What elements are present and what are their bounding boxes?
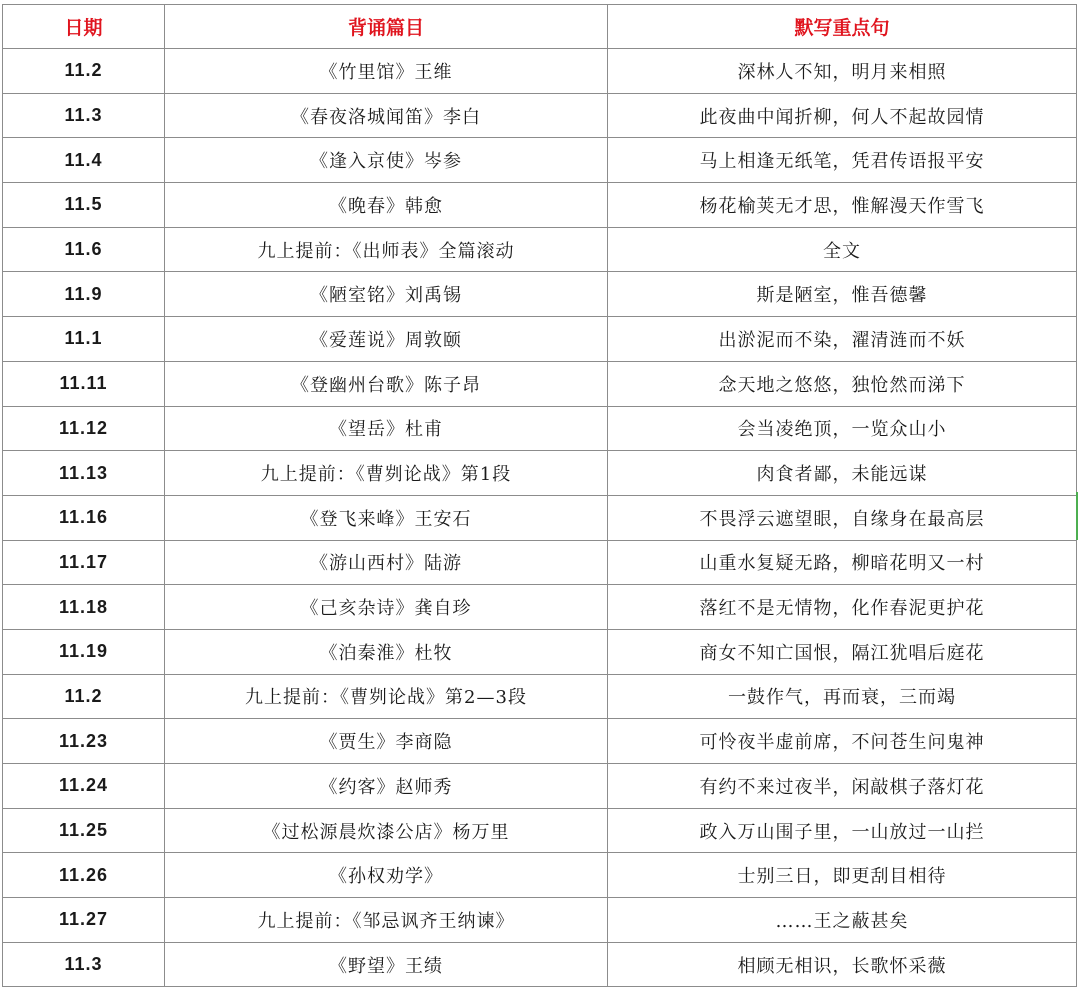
date-cell[interactable]: 11.16 (3, 495, 165, 540)
title-cell[interactable]: 《陋室铭》刘禹锡 (165, 272, 608, 317)
table-row (3, 138, 1077, 183)
line-cell[interactable]: 马上相逢无纸笔，凭君传语报平安 (608, 138, 1077, 183)
line-cell[interactable]: 全文 (608, 227, 1077, 272)
title-cell[interactable]: 《逢入京使》岑参 (165, 138, 608, 183)
table-row (3, 183, 1077, 228)
table-row (3, 317, 1077, 362)
table-row (3, 674, 1077, 719)
line-cell[interactable]: 出淤泥而不染，濯清涟而不妖 (608, 317, 1077, 362)
date-cell[interactable]: 11.18 (3, 585, 165, 630)
line-cell[interactable]: 可怜夜半虚前席，不问苍生问鬼神 (608, 719, 1077, 764)
table-row (3, 49, 1077, 94)
header-line[interactable]: 默写重点句 (608, 5, 1077, 49)
header-row (3, 5, 1077, 49)
line-cell[interactable]: 一鼓作气，再而衰，三而竭 (608, 674, 1077, 719)
selection-edge-marker (1076, 492, 1078, 540)
title-cell[interactable]: 《望岳》杜甫 (165, 406, 608, 451)
date-cell[interactable]: 11.1 (3, 317, 165, 362)
line-cell[interactable]: 落红不是无情物，化作春泥更护花 (608, 585, 1077, 630)
date-cell[interactable]: 11.3 (3, 942, 165, 987)
date-cell[interactable]: 11.19 (3, 629, 165, 674)
date-cell[interactable]: 11.26 (3, 853, 165, 898)
title-cell[interactable]: 九上提前：《出师表》全篇滚动 (165, 227, 608, 272)
line-cell[interactable]: 相顾无相识，长歌怀采薇 (608, 942, 1077, 987)
date-cell[interactable]: 11.24 (3, 764, 165, 809)
table-row (3, 227, 1077, 272)
table-row (3, 540, 1077, 585)
line-cell[interactable]: 有约不来过夜半，闲敲棋子落灯花 (608, 764, 1077, 809)
table-body (3, 49, 1077, 987)
table-row (3, 495, 1077, 540)
line-cell[interactable]: 山重水复疑无路，柳暗花明又一村 (608, 540, 1077, 585)
date-cell[interactable]: 11.12 (3, 406, 165, 451)
line-cell[interactable]: 政入万山围子里，一山放过一山拦 (608, 808, 1077, 853)
date-cell[interactable]: 11.2 (3, 674, 165, 719)
date-cell[interactable]: 11.4 (3, 138, 165, 183)
title-cell[interactable]: 《约客》赵师秀 (165, 764, 608, 809)
line-cell[interactable]: 商女不知亡国恨，隔江犹唱后庭花 (608, 629, 1077, 674)
title-cell[interactable]: 《登幽州台歌》陈子昂 (165, 361, 608, 406)
line-cell[interactable]: 士别三日，即更刮目相待 (608, 853, 1077, 898)
date-cell[interactable]: 11.13 (3, 451, 165, 496)
title-cell[interactable]: 《登飞来峰》王安石 (165, 495, 608, 540)
date-cell[interactable]: 11.5 (3, 183, 165, 228)
header-title[interactable]: 背诵篇目 (165, 5, 608, 49)
title-cell[interactable]: 《孙权劝学》 (165, 853, 608, 898)
title-cell[interactable]: 《游山西村》陆游 (165, 540, 608, 585)
line-cell[interactable]: 不畏浮云遮望眼，自缘身在最高层 (608, 495, 1077, 540)
date-cell[interactable]: 11.2 (3, 49, 165, 94)
table-row (3, 451, 1077, 496)
table-row (3, 272, 1077, 317)
date-cell[interactable]: 11.6 (3, 227, 165, 272)
table-row (3, 585, 1077, 630)
title-cell[interactable]: 九上提前：《曹刿论战》第1段 (165, 451, 608, 496)
date-cell[interactable]: 11.17 (3, 540, 165, 585)
recitation-schedule-table (2, 4, 1077, 987)
date-cell[interactable]: 11.9 (3, 272, 165, 317)
title-cell[interactable]: 《贾生》李商隐 (165, 719, 608, 764)
table-row (3, 898, 1077, 943)
title-cell[interactable]: 《野望》王绩 (165, 942, 608, 987)
line-cell[interactable]: 此夜曲中闻折柳，何人不起故园情 (608, 93, 1077, 138)
date-cell[interactable]: 11.25 (3, 808, 165, 853)
title-cell[interactable]: 《春夜洛城闻笛》李白 (165, 93, 608, 138)
table-row (3, 406, 1077, 451)
table-row (3, 361, 1077, 406)
line-cell[interactable]: 肉食者鄙，未能远谋 (608, 451, 1077, 496)
title-cell[interactable]: 《过松源晨炊漆公店》杨万里 (165, 808, 608, 853)
header-date[interactable]: 日期 (3, 5, 165, 49)
title-cell[interactable]: 《爱莲说》周敦颐 (165, 317, 608, 362)
title-cell[interactable]: 《己亥杂诗》龚自珍 (165, 585, 608, 630)
line-cell[interactable]: 念天地之悠悠，独怆然而涕下 (608, 361, 1077, 406)
table-row (3, 93, 1077, 138)
title-cell[interactable]: 九上提前：《邹忌讽齐王纳谏》 (165, 898, 608, 943)
line-cell[interactable]: 杨花榆荚无才思，惟解漫天作雪飞 (608, 183, 1077, 228)
date-cell[interactable]: 11.3 (3, 93, 165, 138)
table-row (3, 719, 1077, 764)
table-row (3, 853, 1077, 898)
date-cell[interactable]: 11.27 (3, 898, 165, 943)
line-cell[interactable]: ……王之蔽甚矣 (608, 898, 1077, 943)
table-row (3, 942, 1077, 987)
date-cell[interactable]: 11.23 (3, 719, 165, 764)
table-row (3, 764, 1077, 809)
date-cell[interactable]: 11.11 (3, 361, 165, 406)
title-cell[interactable]: 九上提前：《曹刿论战》第2—3段 (165, 674, 608, 719)
table-row (3, 629, 1077, 674)
line-cell[interactable]: 深林人不知，明月来相照 (608, 49, 1077, 94)
title-cell[interactable]: 《泊秦淮》杜牧 (165, 629, 608, 674)
title-cell[interactable]: 《竹里馆》王维 (165, 49, 608, 94)
line-cell[interactable]: 斯是陋室，惟吾德馨 (608, 272, 1077, 317)
line-cell[interactable]: 会当凌绝顶，一览众山小 (608, 406, 1077, 451)
title-cell[interactable]: 《晚春》韩愈 (165, 183, 608, 228)
table-row (3, 808, 1077, 853)
